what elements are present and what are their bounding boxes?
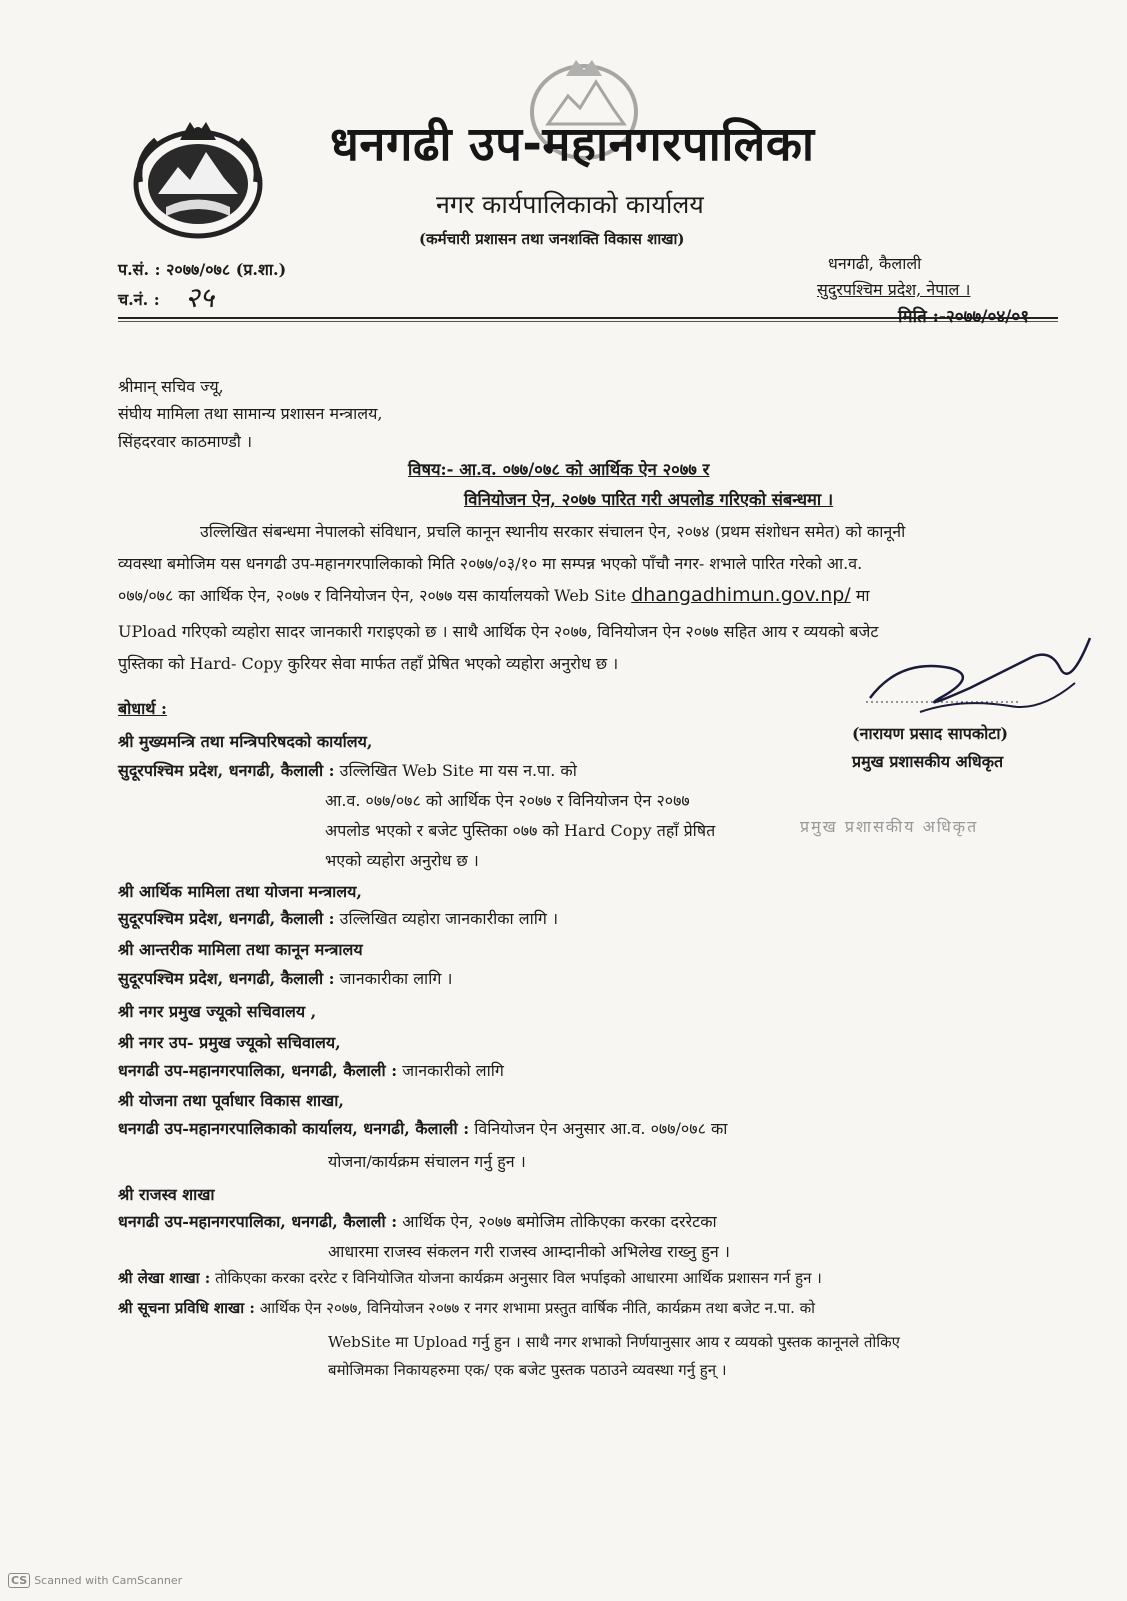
office-title: धनगढी उप-महानगरपालिका [330, 117, 815, 172]
scanner-footer-text: Scanned with CamScanner [34, 1574, 183, 1587]
cc-line-9-address: सुदूरपश्चिम प्रदेश, धनगढी, कैलाली : [118, 969, 335, 988]
body-line-2: व्यवस्था बमोजिम यस धनगढी उप-महानगरपालिकाको मिति २०७७/०३/१० मा सम्पन्न भएको पाँचौ नगर- शभाले पारित गरेको आ.व. [118, 554, 863, 573]
cc-line-17 [118, 1210, 717, 1232]
cc-line-22: बमोजिमका निकायहरुमा एक/ एक बजेट पुस्तक पठाउने व्यवस्था गर्नु हुन् । [328, 1361, 727, 1379]
dispatch-number-handwritten: २५ [185, 281, 215, 314]
location-line2: सुदुरपश्चिम प्रदेश, नेपाल । [817, 280, 971, 299]
signatory-designation: प्रमुख प्रशासकीय अधिकृत [852, 752, 1004, 771]
cc-line-12 [118, 1059, 504, 1081]
website-link[interactable]: dhangadhimun.gov.np/ [631, 584, 851, 606]
faded-stamp: प्रमुख प्रशासकीय अधिकृत [800, 817, 979, 836]
cc-line-4: अपलोड भएको र बजेट पुस्तिका ०७७ को Hard Copy तहाँ प्रेषित [325, 821, 716, 840]
cc-line-14-text: विनियोजन ऐन अनुसार आ.व. ०७७/०७८ का [474, 1119, 728, 1138]
body-line-4: UPload गरिएको व्यहोरा सादर जानकारी गराइएको छ । साथै आर्थिक ऐन २०७७, विनियोजन ऐन २०७७ सहित आय र व्ययको बजेट [118, 622, 879, 641]
cc-line-13: श्री योजना तथा पूर्वाधार विकास शाखा, [118, 1091, 344, 1110]
reference-number: प.सं. : २०७७/०७८ (प्र.शा.) [118, 260, 287, 279]
cc-line-12-text: जानकारीको लागि [402, 1061, 504, 1080]
signatory-name: (नारायण प्रसाद सापकोटा) [852, 724, 1009, 743]
cc-line-17-address: धनगढी उप-महानगरपालिका, धनगढी, कैलाली : [118, 1212, 398, 1231]
cc-line-19-address: श्री लेखा शाखा : [118, 1269, 211, 1287]
cc-line-2-text: उल्लिखित Web Site मा यस न.पा. को [339, 761, 577, 780]
subject-line1: विषय:- आ.व. ०७७/०७८ को आर्थिक ऐन २०७७ र [408, 460, 710, 479]
letter-date: मिति :-२०७७/०४/०१ [898, 307, 1030, 327]
cc-line-3: आ.व. ०७७/०७८ को आर्थिक ऐन २०७७ र विनियोजन ऐन २०७७ [325, 791, 690, 810]
cc-line-20 [118, 1298, 815, 1318]
scanner-footer [8, 1573, 182, 1588]
location-line1: धनगढी, कैलाली [828, 254, 922, 273]
cc-line-2-address: सुदूरपश्चिम प्रदेश, धनगढी, कैलाली : [118, 761, 335, 780]
body-line-5: पुस्तिका को Hard- Copy कुरियर सेवा मार्फत तहाँ प्रेषित भएको व्यहोरा अनुरोध छ । [118, 654, 619, 673]
cc-line-9-text: जानकारीका लागि । [339, 969, 453, 988]
subject-line2: विनियोजन ऐन, २०७७ पारित गरी अपलोड गरिएको संबन्धमा । [464, 490, 834, 509]
cc-line-18: आधारमा राजस्व संकलन गरी राजस्व आम्दानीको अभिलेख राख्नु हुन । [328, 1242, 730, 1261]
cc-line-17-text: आर्थिक ऐन, २०७७ बमोजिम तोकिएका करका दररेटका [402, 1212, 717, 1231]
body-line-1: उल्लिखित संबन्धमा नेपालको संविधान, प्रचलि कानून स्थानीय सरकार संचालन ऐन, २०७४ (प्रथम संशोधन समेत) को कानूनी [200, 522, 906, 541]
cc-line-19-text: तोकिएका करका दररेट र विनियोजित योजना कार्यक्रम अनुसार विल भर्पाइको आधारमा आर्थिक प्रशासन गर्न हुन । [215, 1269, 822, 1287]
cc-line-7 [118, 907, 558, 929]
handwritten-signature [860, 628, 1100, 724]
body-line-3-suffix: मा [855, 586, 870, 605]
cc-line-8: श्री आन्तरीक मामिला तथा कानून मन्त्रालय [118, 940, 363, 959]
cc-line-16: श्री राजस्व शाखा [118, 1185, 215, 1204]
cc-line-1: श्री मुख्यमन्त्रि तथा मन्त्रिपरिषदको कार्यालय, [118, 732, 373, 751]
cc-line-12-address: धनगढी उप-महानगरपालिका, धनगढी, कैलाली : [118, 1061, 398, 1080]
cc-line-20-text: आर्थिक ऐन २०७७, विनियोजन २०७७ र नगर शभामा प्रस्तुत वार्षिक नीति, कार्यक्रम तथा बजेट न.पा. को [259, 1299, 816, 1317]
office-subtitle: नगर कार्यपालिकाको कार्यालय [436, 190, 704, 219]
cc-line-14 [118, 1117, 727, 1139]
government-emblem [128, 112, 268, 244]
body-line-3 [118, 584, 1060, 606]
cc-line-15: योजना/कार्यक्रम संचालन गर्नु हुन । [328, 1152, 526, 1171]
cc-line-7-text: उल्लिखित व्यहोरा जानकारीका लागि । [339, 909, 559, 928]
recipient-line2: संघीय मामिला तथा सामान्य प्रशासन मन्त्रालय, [118, 404, 383, 423]
cc-line-21: WebSite मा Upload गर्नु हुन । साथै नगर शभाको निर्णयानुसार आय र व्ययको पुस्तक कानूनले तोकिए [328, 1333, 900, 1351]
cc-line-19 [118, 1268, 822, 1288]
branch-name: (कर्मचारी प्रशासन तथा जनशक्ति विकास शाखा) [419, 230, 685, 248]
cc-line-14-address: धनगढी उप-महानगरपालिकाको कार्यालय, धनगढी, कैलाली : [118, 1119, 470, 1138]
cc-line-2 [118, 759, 577, 781]
cc-heading: बोधार्थ : [118, 699, 167, 718]
cc-line-20-address: श्री सूचना प्रविधि शाखा : [118, 1299, 255, 1317]
recipient-line3: सिंहदरवार काठमाण्डौ । [118, 432, 253, 451]
recipient-line1: श्रीमान् सचिव ज्यू, [118, 377, 224, 396]
cc-line-11: श्री नगर उप- प्रमुख ज्यूको सचिवालय, [118, 1033, 341, 1052]
cc-line-10: श्री नगर प्रमुख ज्यूको सचिवालय , [118, 1002, 317, 1021]
cc-line-7-address: सुदूरपश्चिम प्रदेश, धनगढी, कैलाली : [118, 909, 335, 928]
body-line-3-text: ०७७/०७८ का आर्थिक ऐन, २०७७ र विनियोजन ऐन, २०७७ यस कार्यालयको Web Site [118, 586, 627, 605]
cc-line-5: भएको व्यहोरा अनुरोध छ । [325, 851, 479, 870]
cc-line-6: श्री आर्थिक मामिला तथा योजना मन्त्रालय, [118, 882, 362, 901]
camscanner-badge: CS [8, 1573, 30, 1588]
cc-line-9 [118, 967, 453, 989]
dispatch-label: च.नं. : [118, 290, 160, 309]
